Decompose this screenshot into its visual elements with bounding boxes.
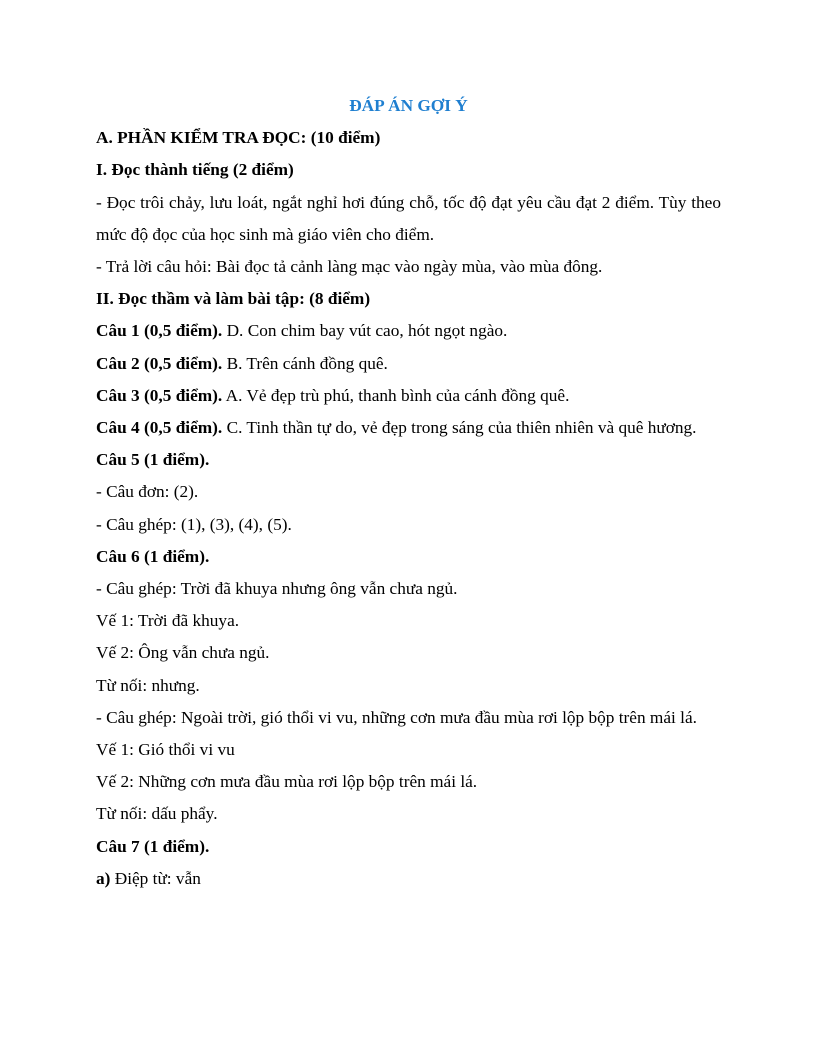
question-5-line: - Câu đơn: (2). bbox=[96, 482, 199, 502]
question-5-label bbox=[96, 444, 721, 476]
question-6-label bbox=[96, 541, 721, 573]
part1-paragraph-1: - Đọc trôi chảy, lưu loát, ngắt nghỉ hơi đúng chỗ, tốc độ đạt yêu cầu đạt 2 điểm. Tùy theo mức độ đọc của học sinh mà giáo viên cho điểm. bbox=[96, 192, 721, 244]
part2-heading-text: II. Đọc thầm và làm bài tập: (8 điểm) bbox=[96, 289, 371, 309]
part1-paragraph-2: - Trả lời câu hỏi: Bài đọc tả cảnh làng mạc vào ngày mùa, vào mùa đông. bbox=[96, 257, 603, 276]
question-7-part-a-label: a) bbox=[96, 868, 111, 888]
question-6-line: Vế 1: Trời đã khuya. bbox=[96, 611, 240, 631]
question-6-label-text: Câu 6 (1 điểm). bbox=[96, 546, 210, 566]
part1-heading bbox=[96, 154, 721, 186]
question-2 bbox=[96, 348, 721, 380]
question-2-answer: B. Trên cánh đồng quê. bbox=[222, 353, 388, 373]
question-6-line: Từ nối: dấu phẩy. bbox=[96, 804, 218, 824]
question-6-line: - Câu ghép: Ngoài trời, gió thổi vi vu, những cơn mưa đầu mùa rơi lộp bộp trên mái lá. bbox=[96, 707, 697, 727]
question-1-answer: D. Con chim bay vút cao, hót ngọt ngào. bbox=[222, 321, 508, 341]
question-6-line: Từ nối: nhưng. bbox=[96, 675, 200, 695]
question-7-label bbox=[96, 831, 721, 863]
page-title: ĐÁP ÁN GỢI Ý bbox=[349, 96, 468, 115]
question-4-label: Câu 4 (0,5 điểm). bbox=[96, 418, 223, 438]
question-1-label: Câu 1 (0,5 điểm). bbox=[96, 321, 223, 341]
question-3-answer: A. Vẻ đẹp trù phú, thanh bình của cánh đồng quê. bbox=[222, 385, 570, 405]
document-page bbox=[96, 90, 721, 895]
question-6-line: Vế 2: Những cơn mưa đầu mùa rơi lộp bộp trên mái lá. bbox=[96, 772, 478, 792]
question-7-part-a bbox=[96, 863, 721, 895]
question-6-line: Vế 1: Gió thổi vi vu bbox=[96, 740, 235, 760]
question-1 bbox=[96, 315, 721, 347]
question-6-line: Vế 2: Ông vẫn chưa ngủ. bbox=[96, 643, 270, 663]
section-a-heading bbox=[96, 122, 721, 154]
part1-heading-text: I. Đọc thành tiếng (2 điểm) bbox=[96, 160, 294, 180]
question-7-part-a-text: Điệp từ: vẫn bbox=[110, 868, 201, 888]
question-3-label: Câu 3 (0,5 điểm). bbox=[96, 385, 223, 405]
section-a-heading-text: A. PHẦN KIỂM TRA ĐỌC: (10 điểm) bbox=[96, 128, 381, 148]
question-3 bbox=[96, 380, 721, 412]
question-5-line: - Câu ghép: (1), (3), (4), (5). bbox=[96, 514, 292, 534]
question-4 bbox=[96, 412, 721, 444]
question-6-line: - Câu ghép: Trời đã khuya nhưng ông vẫn chưa ngủ. bbox=[96, 579, 458, 599]
part2-heading bbox=[96, 283, 721, 315]
question-5-label-text: Câu 5 (1 điểm). bbox=[96, 450, 210, 470]
question-2-label: Câu 2 (0,5 điểm). bbox=[96, 353, 223, 373]
question-4-answer: C. Tinh thần tự do, vẻ đẹp trong sáng của thiên nhiên và quê hương. bbox=[222, 418, 697, 438]
question-7-label-text: Câu 7 (1 điểm). bbox=[96, 836, 210, 856]
